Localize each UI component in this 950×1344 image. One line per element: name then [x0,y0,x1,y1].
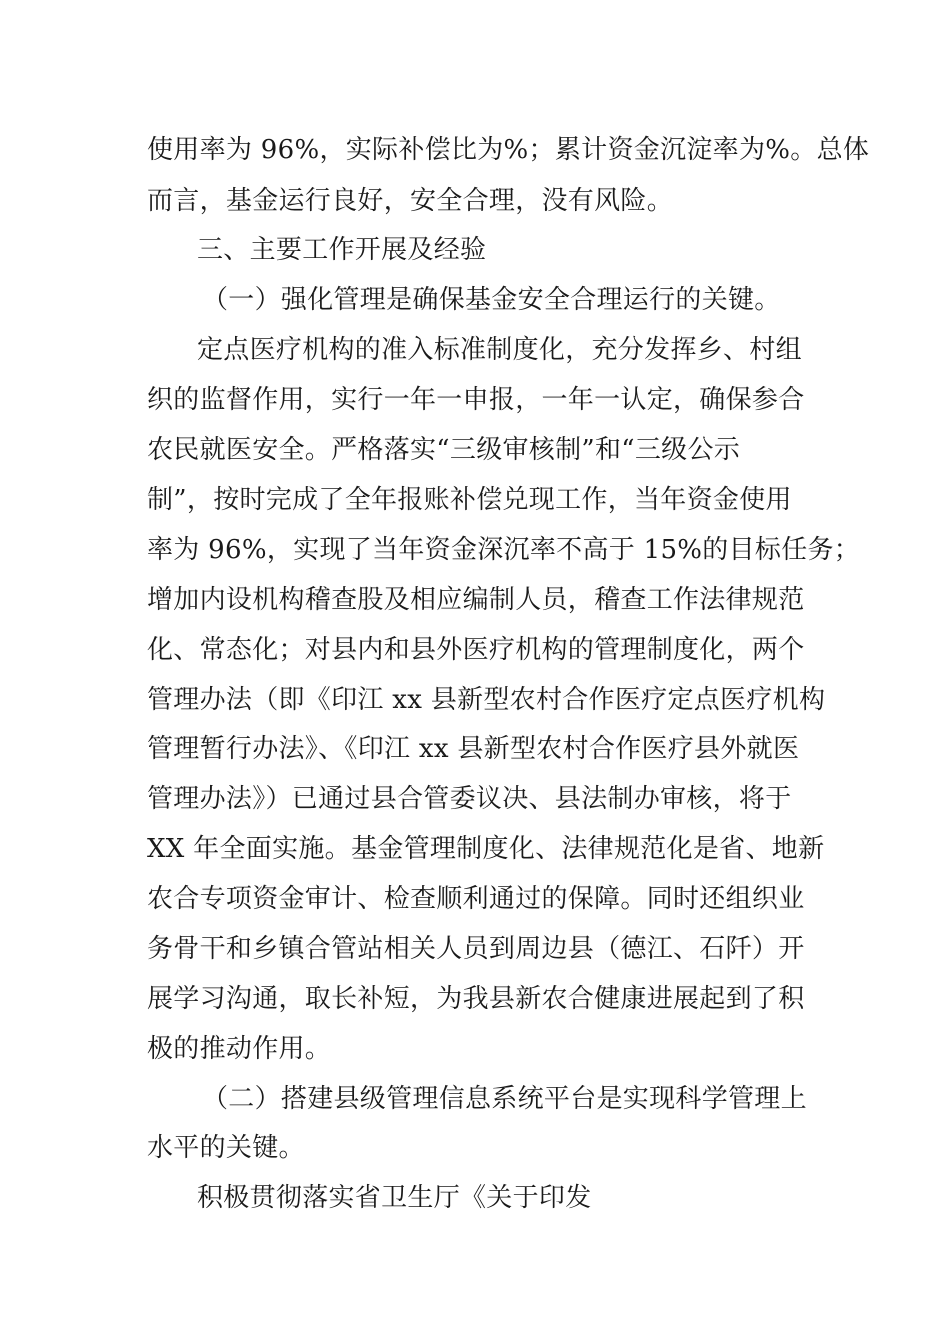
section-heading: 三、主要工作开展及经验 [197,235,487,265]
text-line: 使用率为 96%，实际补偿比为%；累计资金沉淀率为%。总体 [147,135,870,165]
text-line: 极的推动作用。 [147,1034,332,1064]
text-line: 织的监督作用，实行一年一申报，一年一认定，确保参合 [147,385,805,415]
text-line: 管理办法（即《印江 xx 县新型农村合作医疗定点医疗机构 [147,685,826,715]
text-line: 农合专项资金审计、检查顺利通过的保障。同时还组织业 [147,884,805,914]
text-line: XX 年全面实施。基金管理制度化、法律规范化是省、地新 [147,834,825,864]
text-line: 增加内设机构稽查股及相应编制人员，稽查工作法律规范 [147,585,805,615]
text-line: 定点医疗机构的准入标准制度化，充分发挥乡、村组 [197,335,802,365]
subsection-heading: （一）强化管理是确保基金安全合理运行的关键。 [202,285,781,315]
text-line: 展学习沟通，取长补短，为我县新农合健康进展起到了积 [147,984,805,1014]
text-line: 化、常态化；对县内和县外医疗机构的管理制度化，两个 [147,635,805,665]
text-line: 积极贯彻落实省卫生厅《关于印发 [197,1183,592,1213]
text-line: 而言，基金运行良好，安全合理，没有风险。 [147,186,674,216]
text-line: 水平的关键。 [147,1133,305,1163]
text-line: 率为 96%，实现了当年资金深沉率不高于 15%的目标任务； [147,535,861,565]
text-line: 管理办法》）已通过县合管委议决、县法制办审核，将于 [147,784,792,814]
text-line: 农民就医安全。严格落实“三级审核制”和“三级公示 [147,435,741,465]
text-line: 管理暂行办法》、《印江 xx 县新型农村合作医疗县外就医 [147,734,800,764]
text-line: 制”，按时完成了全年报账补偿兑现工作，当年资金使用 [147,485,792,515]
subsection-heading: （二）搭建县级管理信息系统平台是实现科学管理上 [202,1084,807,1114]
text-line: 务骨干和乡镇合管站相关人员到周边县（德江、石阡）开 [147,934,805,964]
